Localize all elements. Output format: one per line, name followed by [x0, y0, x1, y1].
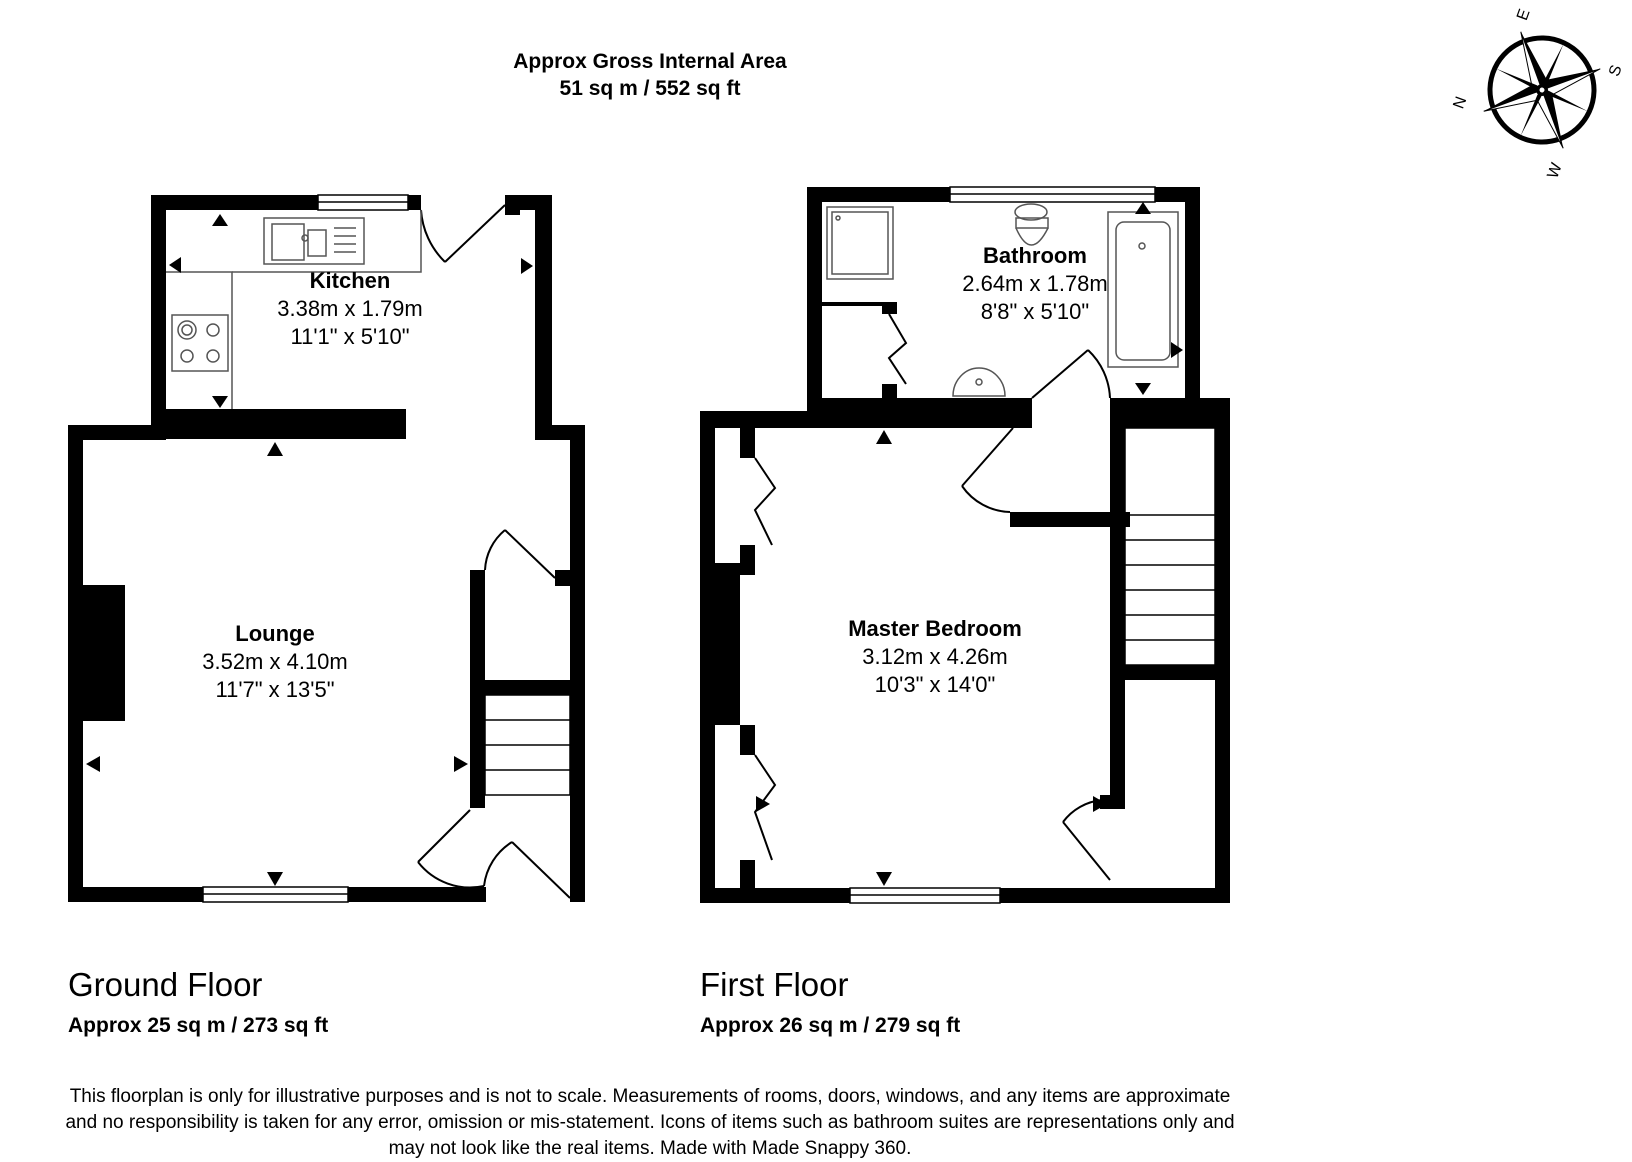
- lounge-name: Lounge: [235, 621, 315, 646]
- kitchen-back-door: [421, 205, 505, 262]
- lounge-window: [203, 887, 348, 902]
- bathroom-imperial: 8'8" x 5'10": [980, 299, 1090, 324]
- compass-west-label: W: [1544, 160, 1566, 181]
- kitchen-name: Kitchen: [309, 268, 391, 293]
- disclaimer-text: [0, 1084, 1300, 1162]
- gross-area-value: 51 sq m / 552 sq ft: [559, 77, 741, 100]
- bedroom-window: [850, 888, 1000, 903]
- understairs-door: [485, 530, 555, 578]
- bathroom-window: [950, 187, 1155, 202]
- kitchen-imperial: 11'1" x 5'10": [290, 324, 410, 349]
- bathroom-dimension-arrows: [1135, 202, 1183, 395]
- bedroom-cupboard-door: [1063, 800, 1110, 880]
- first-floor-title: First Floor: [700, 966, 849, 1003]
- bathroom-cupboard-doors: [889, 314, 906, 384]
- disclaimer-line-1: This floorplan is only for illustrative purposes and is not to scale. Measurements of rooms, doors, windows, and any items are approximate: [69, 1086, 1231, 1107]
- gross-area-title: Approx Gross Internal Area: [513, 50, 787, 73]
- ground-floor-title: Ground Floor: [68, 966, 263, 1003]
- bathroom-name: Bathroom: [983, 243, 1087, 268]
- bedroom-door: [962, 428, 1013, 512]
- ground-stairs: [485, 695, 570, 795]
- toilet-icon: [1015, 204, 1048, 245]
- kitchen-metric: 3.38m x 1.79m: [277, 296, 423, 321]
- bathroom-label: [940, 242, 1130, 326]
- sink-icon: [264, 218, 364, 264]
- bathroom-cupboard: [822, 302, 897, 398]
- lounge-imperial: 11'7" x 13'5": [215, 677, 335, 702]
- shower-tray-icon: [827, 207, 893, 279]
- first-floor-stairs: [1125, 428, 1215, 665]
- front-door: [418, 810, 570, 898]
- master-bedroom-metric: 3.12m x 4.26m: [862, 644, 1008, 669]
- compass-south-label: S: [1606, 62, 1626, 79]
- master-bedroom-name: Master Bedroom: [848, 616, 1022, 641]
- lounge-metric: 3.52m x 4.10m: [202, 649, 348, 674]
- hob-icon: [172, 315, 228, 371]
- bathroom-metric: 2.64m x 1.78m: [962, 271, 1108, 296]
- kitchen-label: [260, 267, 440, 351]
- basin-icon: [953, 368, 1005, 396]
- master-bedroom-label: [825, 615, 1045, 699]
- first-floor-area: Approx 26 sq m / 279 sq ft: [700, 1014, 961, 1037]
- master-bedroom-imperial: 10'3" x 14'0": [874, 672, 996, 697]
- kitchen-window: [318, 195, 408, 210]
- disclaimer-line-2: and no responsibility is taken for any error, omission or mis-statement. Icons of items such as bathroom suites are representations only and: [65, 1112, 1235, 1133]
- disclaimer-line-3: may not look like the real items. Made with Made Snappy 360.: [388, 1138, 912, 1159]
- compass-north-label: N: [1450, 94, 1471, 112]
- compass-east-label: E: [1514, 6, 1534, 23]
- compass-rose-icon: [1463, 11, 1622, 170]
- bathroom-door: [1032, 350, 1110, 398]
- ground-floor-area: Approx 25 sq m / 273 sq ft: [68, 1014, 329, 1037]
- lounge-label: [185, 620, 365, 704]
